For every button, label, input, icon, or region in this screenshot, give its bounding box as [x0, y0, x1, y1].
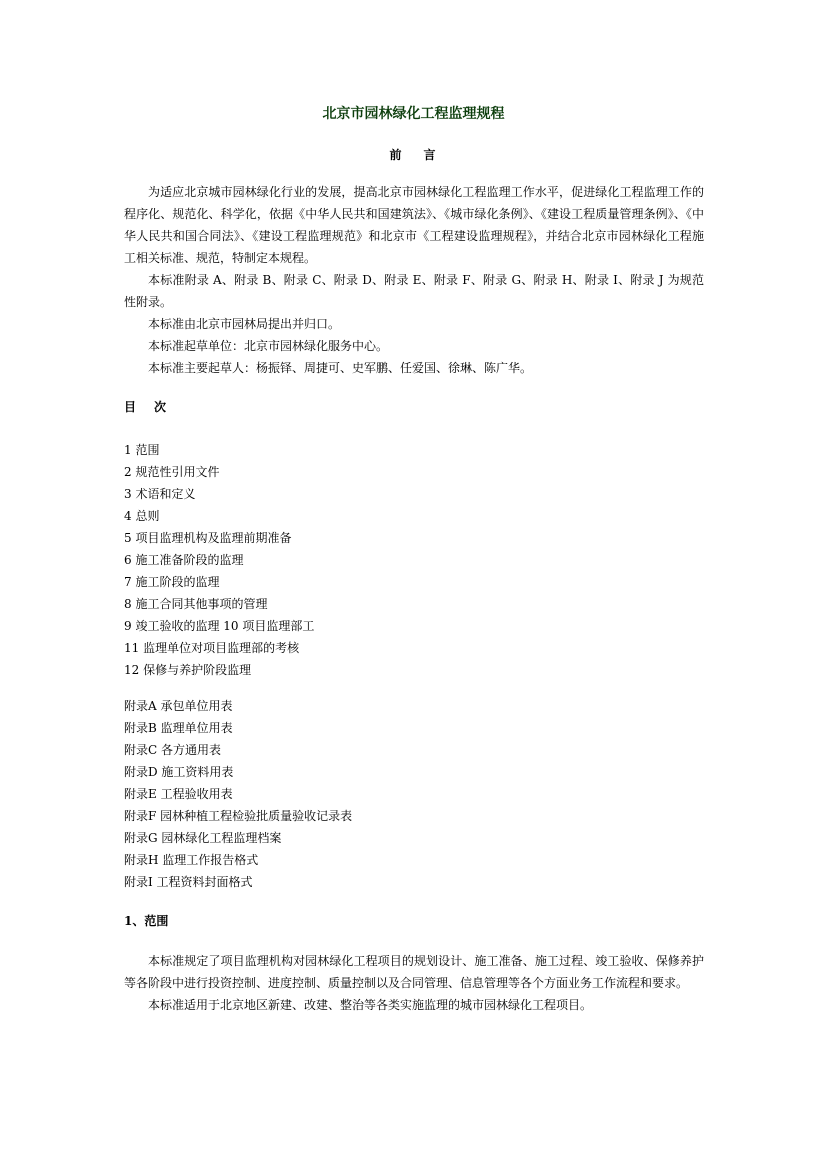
- preface-paragraph: 本标准起草单位：北京市园林绿化服务中心。: [148, 339, 389, 353]
- toc-item: 12 保修与养护阶段监理: [124, 663, 252, 677]
- preface-paragraph: 本标准主要起草人：杨振铎、周捷可、史军鹏、任爱国、徐琳、陈广华。: [148, 361, 533, 375]
- toc-item: 11 监理单位对项目监理部的考核: [124, 641, 300, 655]
- preface-paragraph: 本标准附录 A、附录 B、附录 C、附录 D、附录 E、附录 F、附录 G、附录 H、附录 I、附录 J 为规范性附录。: [124, 273, 704, 309]
- document-title: 北京市园林绿化工程监理规程: [322, 106, 505, 122]
- toc-item: 9 竣工验收的监理 10 项目监理部工: [124, 619, 315, 633]
- preface-heading: 前言: [389, 148, 458, 162]
- toc-item: 1 范围: [124, 443, 160, 457]
- preface-paragraph: 为适应北京城市园林绿化行业的发展，提高北京市园林绿化工程监理工作水平，促进绿化工程监理工作的程序化、规范化、科学化，依据《中华人民共和国建筑法》、《城市绿化条例》、《建设工程质量管理条例》、《中华人民共和国合同法》、《建设工程监理规范》和北京市《工程建设监理规程》，并结合北京市园林绿化工程施工相关标准、规范，特制定本规程。: [124, 185, 704, 265]
- appendix-item: 附录C 各方通用表: [124, 743, 221, 757]
- section-1-paragraph: 本标准规定了项目监理机构对园林绿化工程项目的规划设计、施工准备、施工过程、竣工验收、保修养护等各阶段中进行投资控制、进度控制、质量控制以及合同管理、信息管理等各个方面业务工作流程和要求。: [124, 954, 704, 990]
- appendix-item: 附录E 工程验收用表: [124, 787, 233, 801]
- toc-item: 7 施工阶段的监理: [124, 575, 220, 589]
- appendix-item: 附录F 园林种植工程检验批质量验收记录表: [124, 809, 353, 823]
- appendix-item: 附录B 监理单位用表: [124, 721, 233, 735]
- toc-item: 2 规范性引用文件: [124, 465, 220, 479]
- appendix-item: 附录I 工程资料封面格式: [124, 875, 253, 889]
- section-1-paragraph: 本标准适用于北京地区新建、改建、整治等各类实施监理的城市园林绿化工程项目。: [148, 998, 593, 1012]
- toc-item: 5 项目监理机构及监理前期准备: [124, 531, 292, 545]
- appendix-list: [124, 695, 352, 893]
- toc-item: 4 总则: [124, 509, 160, 523]
- appendix-item: 附录D 施工资料用表: [124, 765, 234, 779]
- preface-paragraph: 本标准由北京市园林局提出并归口。: [148, 317, 341, 331]
- appendix-item: 附录A 承包单位用表: [124, 699, 233, 713]
- section-1-body: [124, 950, 704, 1016]
- toc-heading: 目次: [124, 400, 185, 414]
- section-1-heading: 1、范围: [124, 914, 169, 928]
- toc-item: 6 施工准备阶段的监理: [124, 553, 244, 567]
- toc-item: 3 术语和定义: [124, 487, 196, 501]
- appendix-item: 附录G 园林绿化工程监理档案: [124, 831, 282, 845]
- appendix-item: 附录H 监理工作报告格式: [124, 853, 259, 867]
- preface-section: [124, 181, 704, 379]
- toc-item: 8 施工合同其他事项的管理: [124, 597, 268, 611]
- toc-list: [124, 439, 314, 681]
